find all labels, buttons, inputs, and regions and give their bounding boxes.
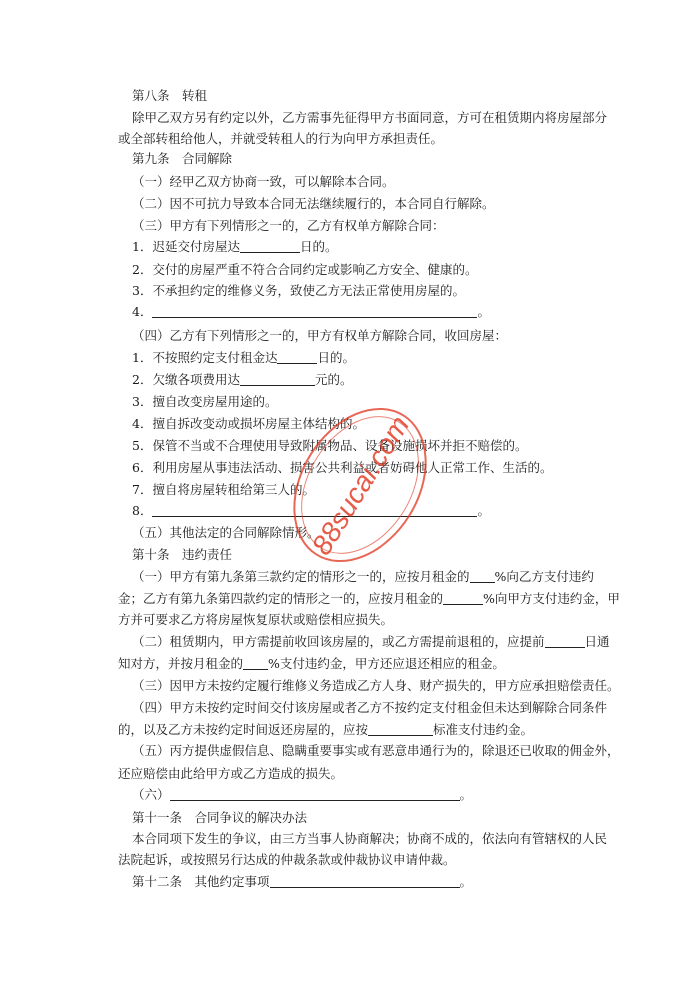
line-text-after: 。 xyxy=(459,874,473,889)
line-text: 金；乙方有第九条第四款约定的情形之一的，应按月租金的 xyxy=(118,591,444,606)
line-text: 3．不承担约定的维修义务，致使乙方无法正常使用房屋的。 xyxy=(132,283,465,298)
fill-in-blank[interactable] xyxy=(277,351,317,364)
fill-in-blank[interactable] xyxy=(443,592,483,605)
text-line xyxy=(118,591,620,607)
text-line xyxy=(118,394,277,410)
text-line xyxy=(118,569,594,585)
line-text: 第十二条 其他约定事项 xyxy=(132,874,270,889)
line-text: 7．擅自将房屋转租给第三人的。 xyxy=(132,482,315,497)
text-line xyxy=(118,612,393,628)
text-line xyxy=(118,350,355,366)
text-line xyxy=(118,831,608,847)
fill-in-blank[interactable] xyxy=(368,723,433,736)
fill-in-blank[interactable] xyxy=(243,657,268,670)
text-line xyxy=(118,218,445,234)
line-text-after: 日的。 xyxy=(317,350,355,365)
text-line xyxy=(118,787,472,803)
text-line xyxy=(118,634,610,650)
line-text: 第十一条 合同争议的解决办法 xyxy=(132,810,308,825)
line-text-after: 元的。 xyxy=(314,372,353,387)
text-line xyxy=(118,722,533,738)
text-line xyxy=(118,196,495,212)
line-text-after: 标准支付违约金。 xyxy=(433,722,534,737)
line-text: 2．交付的房屋严重不符合合同约定或影响乙方安全、健康的。 xyxy=(132,262,478,277)
fill-in-blank[interactable] xyxy=(545,635,585,648)
line-text: （六） xyxy=(132,787,170,802)
text-line xyxy=(118,678,620,694)
fill-in-blank[interactable] xyxy=(152,504,477,517)
text-line xyxy=(118,766,343,782)
line-text: （二）租赁期内，甲方需提前收回该房屋的，或乙方需提前退租的，应提前 xyxy=(132,634,545,649)
text-line xyxy=(118,283,465,299)
line-text-after: 日的。 xyxy=(299,239,338,254)
line-text: 第十条 违约责任 xyxy=(132,547,233,562)
line-text-after: 。 xyxy=(477,503,490,518)
text-line xyxy=(118,88,207,104)
text-line xyxy=(118,131,443,147)
line-text: 4． xyxy=(132,304,153,319)
line-text-after: %支付违约金，甲方还应退还相应的租金。 xyxy=(268,656,505,671)
line-text: （四）乙方有下列情形之一的，甲方有权单方解除合同，收回房屋： xyxy=(132,328,508,343)
text-line xyxy=(118,174,395,190)
line-text-after: 。 xyxy=(477,304,490,319)
text-line xyxy=(118,304,490,320)
line-text: 本合同项下发生的争议，由三方当事人协商解决；协商不成的，依法向有管辖权的人民 xyxy=(132,831,608,846)
line-text-after: 日通 xyxy=(584,634,610,649)
text-line xyxy=(118,482,315,498)
text-line xyxy=(118,547,232,563)
fill-in-blank[interactable] xyxy=(470,570,495,583)
line-text: （五）其他法定的合同解除情形。 xyxy=(132,525,320,540)
line-text: 2．欠缴各项费用达 xyxy=(132,372,240,387)
line-text: 4．擅自拆改变动或损坏房屋主体结构的。 xyxy=(132,416,365,431)
text-line xyxy=(118,438,527,454)
text-line xyxy=(118,656,505,672)
text-line xyxy=(118,151,232,167)
text-line xyxy=(118,416,365,432)
line-text: （四）甲方未按约定时间交付该房屋或者乙方不按约定支付租金但未达到解除合同条件 xyxy=(132,700,608,715)
fill-in-blank[interactable] xyxy=(240,240,300,253)
line-text: 的，以及乙方未按约定时间返还房屋的，应按 xyxy=(118,722,369,737)
line-text: 法院起诉，或按照另行达成的仲裁条款或仲裁协议申请仲裁。 xyxy=(118,852,456,867)
line-text: 第八条 转租 xyxy=(132,88,208,103)
line-text: （一）甲方有第九条第三款约定的情形之一的，应按月租金的 xyxy=(132,569,470,584)
text-line xyxy=(118,852,456,868)
line-text: （一）经甲乙双方协商一致，可以解除本合同。 xyxy=(132,174,395,189)
fill-in-blank[interactable] xyxy=(170,788,460,801)
text-line xyxy=(118,328,507,344)
line-text: 方并可要求乙方将房屋恢复原状或赔偿相应损失。 xyxy=(118,612,394,627)
text-line xyxy=(118,239,337,255)
fill-in-blank[interactable] xyxy=(270,875,460,888)
line-text: 知对方，并按月租金的 xyxy=(118,656,244,671)
line-text: 还应赔偿由此给甲方或乙方造成的损失。 xyxy=(118,766,344,781)
line-text: 5．保管不当或不合理使用导致附属物品、设备设施损坏并拒不赔偿的。 xyxy=(132,438,528,453)
text-line xyxy=(118,262,477,278)
line-text: 1．不按照约定支付租金达 xyxy=(132,350,278,365)
text-line xyxy=(118,460,552,476)
line-text: 第九条 合同解除 xyxy=(132,151,233,166)
text-line xyxy=(118,525,320,541)
line-text: 6．利用房屋从事违法活动、损害公共利益或者妨碍他人正常工作、生活的。 xyxy=(132,460,553,475)
line-text-after: %向乙方支付违约 xyxy=(494,569,594,584)
line-text: 3．擅自改变房屋用途的。 xyxy=(132,394,278,409)
line-text: 除甲乙双方另有约定以外，乙方需事先征得甲方书面同意，方可在租赁期内将房屋部分 xyxy=(132,110,608,125)
text-line xyxy=(118,503,490,519)
line-text-after: %向甲方支付违约金，甲 xyxy=(483,591,620,606)
line-text: （五）丙方提供虚假信息、隐瞒重要事实或有恶意串通行为的，除退还已收取的佣金外， xyxy=(132,743,620,758)
text-line xyxy=(118,743,620,759)
text-line xyxy=(118,110,608,126)
watermark-text: 88sucai.com xyxy=(305,410,416,561)
text-line xyxy=(118,372,352,388)
line-text: （二）因不可抗力导致本合同无法继续履行的，本合同自行解除。 xyxy=(132,196,495,211)
text-line xyxy=(118,700,608,716)
line-text: 8． xyxy=(132,503,153,518)
line-text: 或全部转租给他人，并就受转租人的行为向甲方承担责任。 xyxy=(118,131,444,146)
line-text-after: 。 xyxy=(459,787,473,802)
line-text: 1．迟延交付房屋达 xyxy=(132,239,240,254)
text-line xyxy=(118,810,307,826)
fill-in-blank[interactable] xyxy=(240,373,315,386)
line-text: （三）甲方有下列情形之一的，乙方有权单方解除合同： xyxy=(132,218,445,233)
text-line xyxy=(118,874,472,890)
fill-in-blank[interactable] xyxy=(152,305,477,318)
line-text: （三）因甲方未按约定履行维修义务造成乙方人身、财产损失的，甲方应承担赔偿责任。 xyxy=(132,678,620,693)
